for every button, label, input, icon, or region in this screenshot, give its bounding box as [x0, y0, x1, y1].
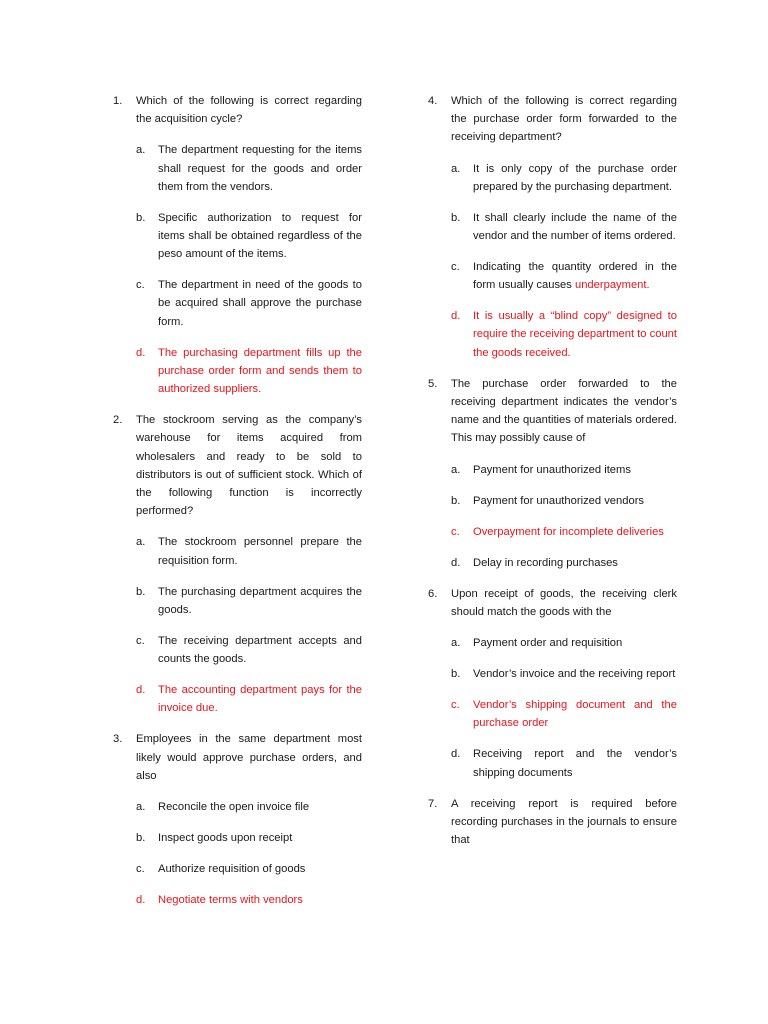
options-list [136, 798, 362, 909]
question-2 [113, 411, 362, 717]
question-text: A receiving report is required before recording purchases in the journals to ensure that [451, 797, 677, 847]
option-letter: c. [451, 261, 460, 274]
option-letter: c. [136, 863, 145, 876]
options-list [136, 533, 362, 717]
left-column [113, 92, 362, 922]
question-text: The purchase order forwarded to the receiving department indicates the vendor’s name and the quantities of materials ordered. This may possibly cause of [451, 377, 677, 445]
option-letter: b. [451, 494, 461, 507]
option-d-answer [136, 681, 362, 717]
right-column [428, 92, 677, 862]
option-text: Reconcile the open invoice file [158, 801, 310, 814]
option-b [451, 492, 677, 510]
option-c-answer [451, 523, 677, 541]
option-text: Inspect goods upon receipt [158, 832, 293, 845]
option-text: Vendor’s shipping document and the purchase order [473, 699, 677, 730]
option-letter: b. [136, 585, 146, 598]
option-letter: b. [136, 211, 146, 224]
options-list [451, 160, 677, 362]
option-b [136, 209, 362, 264]
option-d-answer [451, 307, 677, 362]
option-text: The stockroom personnel prepare the requisition form. [158, 536, 362, 567]
option-answer-word: underpayment. [574, 279, 650, 292]
question-text: The stockroom serving as the company’s warehouse for items acquired from wholesalers and ready to be sold to distributors is out of sufficient stock. Which of the following function is incorrectly performed? [136, 414, 362, 518]
question-text: Upon receipt of goods, the receiving clerk should match the goods with the [451, 587, 677, 619]
option-letter: c. [451, 699, 460, 712]
option-letter: b. [451, 211, 461, 224]
question-text: Which of the following is correct regarding the purchase order form forwarded to the receiving department? [451, 95, 677, 144]
option-c [451, 258, 677, 294]
option-text: Payment for unauthorized items [473, 463, 631, 476]
options-list [451, 461, 677, 572]
question-1 [113, 92, 362, 398]
option-d-answer [136, 891, 362, 909]
option-letter: d. [136, 894, 146, 907]
option-a [136, 141, 362, 196]
option-text: It is usually a “blind copy” designed to require the receiving department to count the goods received. [473, 310, 677, 359]
option-text: Delay in recording purchases [473, 556, 618, 569]
option-a [451, 160, 677, 196]
option-d [451, 554, 677, 572]
question-5 [428, 375, 677, 572]
option-c [136, 276, 362, 331]
option-text: It shall clearly include the name of the vendor and the number of items ordered. [473, 211, 677, 243]
option-text: The department in need of the goods to be acquired shall approve the purchase form. [158, 279, 362, 328]
options-list [451, 634, 677, 782]
option-text: Specific authorization to request for items shall be obtained regardless of the peso amount of the items. [158, 211, 362, 261]
question-number: 2. [113, 414, 123, 427]
option-text: The accounting department pays for the invoice due. [158, 684, 362, 715]
option-letter: d. [136, 684, 146, 697]
option-text: The department requesting for the items shall request for the goods and order them from the vendors. [158, 144, 362, 193]
option-letter: a. [136, 536, 146, 549]
option-letter: b. [451, 668, 461, 681]
option-text: Vendor’s invoice and the receiving report [473, 668, 676, 681]
options-list [136, 141, 362, 398]
question-text: Which of the following is correct regarding the acquisition cycle? [136, 95, 362, 126]
option-d [451, 745, 677, 781]
question-number: 7. [428, 797, 438, 810]
question-number: 5. [428, 377, 438, 390]
option-text: Indicating the quantity ordered in the form usually causes [473, 261, 677, 292]
option-b [136, 829, 362, 847]
option-letter: a. [451, 162, 461, 175]
question-4 [428, 92, 677, 362]
option-b [136, 583, 362, 619]
option-text: Payment for unauthorized vendors [473, 494, 645, 507]
option-letter: c. [136, 634, 145, 647]
option-letter: a. [136, 801, 146, 814]
option-letter: d. [136, 346, 146, 359]
question-number: 6. [428, 587, 438, 600]
option-text: Negotiate terms with vendors [158, 894, 303, 907]
option-a [451, 461, 677, 479]
option-text: Receiving report and the vendor’s shipping documents [473, 748, 677, 779]
option-c-answer [451, 696, 677, 732]
option-letter: d. [451, 748, 461, 761]
option-letter: a. [451, 637, 461, 650]
option-text: The receiving department accepts and counts the goods. [158, 634, 362, 666]
option-text: The purchasing department fills up the purchase order form and sends them to authorized suppliers. [158, 346, 362, 396]
option-d-answer [136, 344, 362, 399]
option-letter: b. [136, 832, 146, 845]
option-letter: d. [451, 310, 461, 323]
option-text: Authorize requisition of goods [158, 863, 306, 876]
question-3 [113, 730, 362, 909]
option-a [451, 634, 677, 652]
option-text: Payment order and requisition [473, 637, 623, 650]
question-number: 3. [113, 733, 123, 746]
option-c [136, 632, 362, 668]
option-a [136, 798, 362, 816]
option-letter: c. [136, 279, 145, 292]
option-c [136, 860, 362, 878]
option-b [451, 209, 677, 245]
question-7 [428, 795, 677, 850]
option-letter: d. [451, 556, 461, 569]
question-text: Employees in the same department most likely would approve purchase orders, and also [136, 733, 362, 782]
option-a [136, 533, 362, 569]
option-text: It is only copy of the purchase order prepared by the purchasing department. [473, 162, 677, 193]
option-text: Overpayment for incomplete deliveries [473, 525, 664, 538]
question-number: 1. [113, 95, 123, 107]
option-letter: a. [451, 463, 461, 476]
question-number: 4. [428, 95, 438, 107]
option-letter: a. [136, 144, 146, 157]
question-6 [428, 585, 677, 782]
option-text: The purchasing department acquires the goods. [158, 585, 362, 616]
option-b [451, 665, 677, 683]
option-letter: c. [451, 525, 460, 538]
